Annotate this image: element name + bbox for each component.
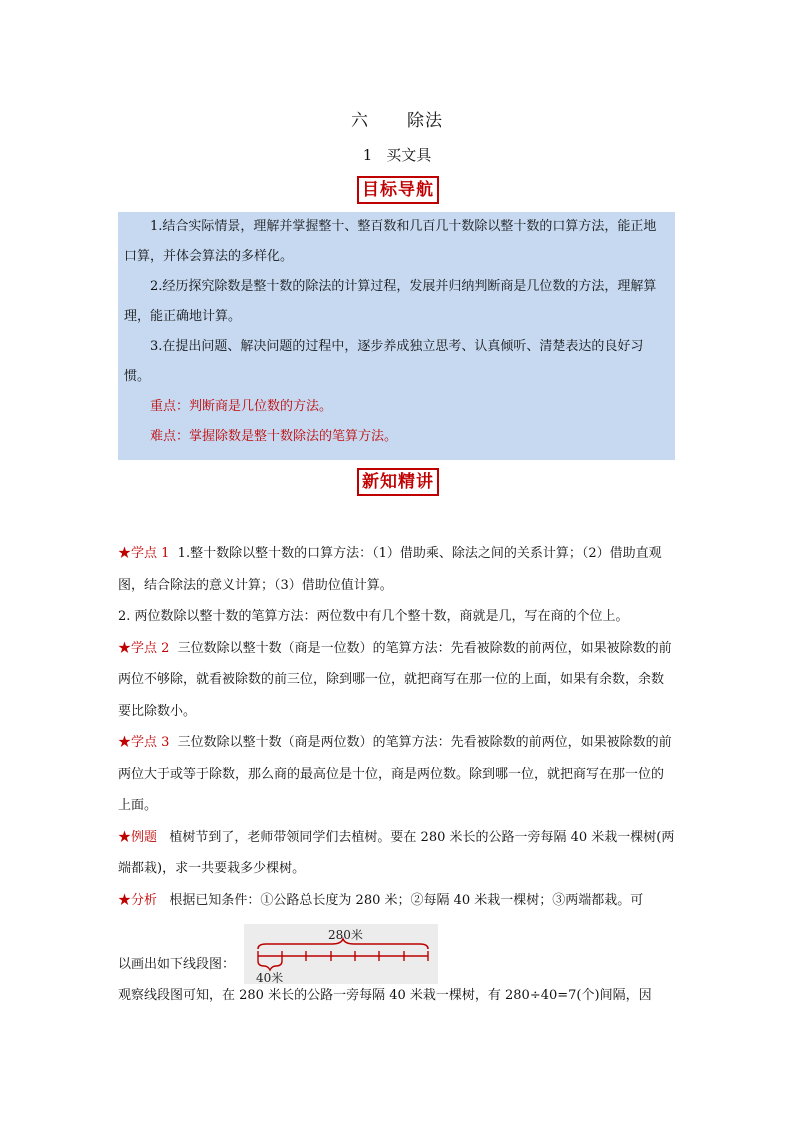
figure-intro: 以画出如下线段图：: [118, 956, 236, 972]
learning-point-text: 1.整十数除以整十数的口算方法：（1）借助乘、除法之间的关系计算；（2）借助直观图，结合除法的意义计算；（3）借助位值计算。: [118, 546, 662, 593]
chapter-heading: [0, 106, 794, 131]
figure-line: [118, 916, 676, 984]
top-brace: [258, 939, 428, 949]
difficult-point-text: 掌握除数是整十数除法的笔算方法。: [189, 429, 398, 444]
section-title-goals: 目标导航: [357, 176, 439, 204]
chapter-title: 除法: [407, 111, 443, 131]
analysis: [118, 885, 676, 917]
lesson-heading: [0, 144, 794, 165]
figure-top-label: 280米: [328, 928, 363, 942]
section-title-new-knowledge: 新知精讲: [357, 468, 439, 496]
learning-point-label: ★学点 2: [118, 640, 170, 656]
learning-point-text: 三位数除以整十数（商是两位数）的笔算方法：先看被除数的前两位，如果被除数的前两位大于或等于除数，那么商的最高位是十位，商是两位数。除到哪一位，就把商写在那一位的上面。: [118, 735, 672, 813]
analysis-text: 根据已知条件：①公路总长度为 280 米；②每隔 40 米栽一棵树；③两端都栽。可: [169, 892, 644, 908]
content-body: [118, 538, 676, 1012]
paragraph: 观察线段图可知，在 280 米长的公路一旁每隔 40 米栽一棵树，有 280÷40=7(个)间隔，因: [118, 988, 652, 1003]
learning-point-1: [118, 538, 676, 601]
goals-box: [118, 212, 675, 460]
figure-bottom-label: 40米: [256, 971, 284, 984]
learning-point-text: 三位数除以整十数（商是一位数）的笔算方法：先看被除数的前两位，如果被除数的前两位不够除，就看被除数的前三位，除到哪一位，就把商写在那一位的上面，如果有余数，余数要比除数小。: [118, 640, 672, 719]
paragraph: 2. 两位数除以整十数的笔算方法：两位数中有几个整十数，商就是几，写在商的个位上。: [118, 609, 629, 624]
difficult-point-label: 难点：: [150, 429, 190, 444]
lesson-number: 1: [362, 146, 373, 164]
goal-item: 1.结合实际情景，理解并掌握整十、整百数和几百几十数除以整十数的口算方法，能正地口算，并体会算法的多样化。: [124, 219, 657, 264]
learning-point-label: ★学点 3: [118, 735, 170, 750]
key-point-label: 重点：: [150, 399, 190, 414]
line-segment-figure: [244, 924, 438, 984]
example: [118, 822, 676, 885]
learning-point-2: [118, 633, 676, 728]
key-point-text: 判断商是几位数的方法。: [189, 399, 333, 414]
line-segment-diagram: [244, 924, 438, 984]
example-label: ★例题: [118, 829, 158, 845]
key-point: [118, 392, 675, 422]
example-text: 植树节到了，老师带领同学们去植树。要在 280 米长的公路一旁每隔 40 米栽一棵树(两端都栽)，求一共要栽多少棵树。: [118, 829, 675, 876]
learning-point-label: ★学点 1: [118, 546, 170, 561]
difficult-point: [118, 422, 675, 452]
goal-item: 3.在提出问题、解决问题的过程中，逐步养成独立思考、认真倾听、清楚表达的良好习惯。: [124, 339, 644, 384]
bottom-brace: [258, 961, 282, 970]
analysis-label: ★分析: [118, 892, 158, 908]
goal-item: 2.经历探究除数是整十数的除法的计算过程，发展并归纳判断商是几位数的方法，理解算理，能正确地计算。: [124, 279, 657, 324]
chapter-number: 六: [351, 111, 369, 131]
learning-point-3: [118, 727, 676, 822]
lesson-title: 买文具: [386, 146, 432, 164]
